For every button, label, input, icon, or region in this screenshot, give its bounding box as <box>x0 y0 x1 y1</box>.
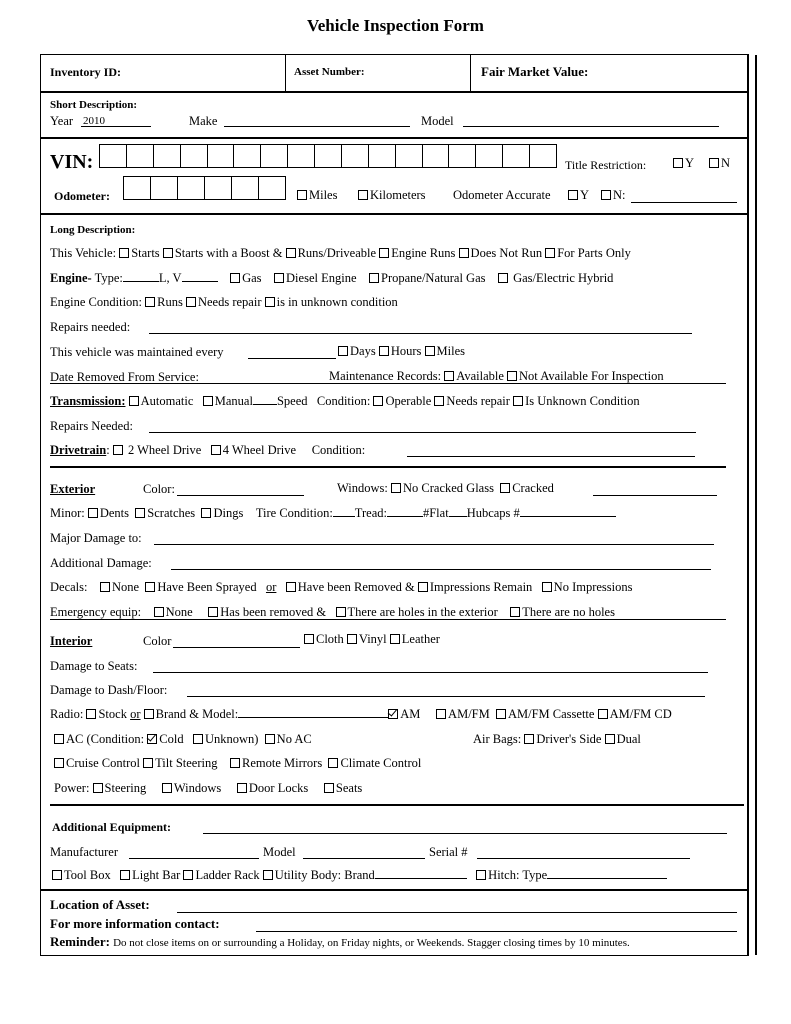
checkbox-icon[interactable] <box>336 607 346 617</box>
miles-label: Miles <box>436 344 465 358</box>
repairs-needed-2-label: Repairs Needed: <box>50 419 133 433</box>
removed-label: Have been Removed & <box>297 580 415 594</box>
row-divider <box>41 137 747 139</box>
checkbox-icon[interactable] <box>211 445 221 455</box>
interior-label: Interior <box>50 634 93 648</box>
exterior-label: Exterior <box>50 482 96 496</box>
cloth-label: Cloth <box>316 632 344 646</box>
checkbox-icon[interactable] <box>507 371 517 381</box>
serial-label: Serial # <box>429 845 468 859</box>
checkbox-icon[interactable] <box>379 346 389 356</box>
additional-damage-field[interactable] <box>171 569 711 570</box>
runs-driveable-label: Runs/Driveable <box>297 246 377 260</box>
condition-label: Condition: <box>311 443 366 457</box>
fair-market-value-label: Fair Market Value: <box>481 64 589 79</box>
form-frame <box>40 54 749 956</box>
features-row <box>54 756 421 770</box>
engine-runs-label: Engine Runs <box>391 246 456 260</box>
tread-label: Tread: <box>354 506 387 520</box>
door-locks-label: Door Locks <box>248 781 309 795</box>
form-title: Vehicle Inspection Form <box>307 16 484 35</box>
needs-repair-label: Needs repair <box>446 394 510 408</box>
checkbox-icon[interactable] <box>391 483 401 493</box>
hybrid-label: Gas/Electric Hybrid <box>513 271 614 285</box>
checkbox-checked-icon[interactable] <box>388 709 398 719</box>
title-n-option[interactable]: N <box>709 156 730 170</box>
checkbox-icon[interactable] <box>434 396 444 406</box>
checkbox-icon[interactable] <box>545 248 555 258</box>
divider <box>285 55 286 91</box>
location-label: Location of Asset: <box>50 897 150 912</box>
tilt-label: Tilt Steering <box>155 756 218 770</box>
major-damage-label: Major Damage to: <box>50 531 142 545</box>
starts-label: Starts <box>131 246 160 260</box>
repairs-needed-label: Repairs needed: <box>50 320 131 334</box>
asset-number-label: Asset Number: <box>294 66 365 78</box>
divider <box>470 55 471 91</box>
equipment-model-field[interactable] <box>303 858 425 859</box>
make-field[interactable] <box>224 126 410 127</box>
decals-row <box>50 580 633 594</box>
radio-label: Radio: <box>50 707 84 721</box>
checkbox-icon[interactable] <box>186 297 196 307</box>
checkbox-icon[interactable] <box>113 445 123 455</box>
windows-row <box>337 481 554 495</box>
checkbox-icon[interactable] <box>601 190 611 200</box>
damage-seats-field[interactable] <box>153 672 708 673</box>
cracked-field[interactable] <box>593 495 717 496</box>
checkbox-icon[interactable] <box>444 371 454 381</box>
checkbox-icon[interactable] <box>524 734 534 744</box>
checkbox-icon[interactable] <box>208 607 218 617</box>
does-not-run-label: Does Not Run <box>470 246 543 260</box>
light-bar-label: Light Bar <box>132 868 181 882</box>
title-y-option[interactable]: Y <box>673 156 694 170</box>
none-label: None <box>165 605 193 619</box>
row-divider <box>41 213 747 215</box>
vinyl-label: Vinyl <box>358 632 387 646</box>
checkbox-icon[interactable] <box>568 190 578 200</box>
checkbox-icon[interactable] <box>347 634 357 644</box>
emergency-label: Emergency equip: <box>50 605 142 619</box>
for-parts-label: For Parts Only <box>557 246 631 260</box>
equipment-model-label: Model <box>263 845 296 859</box>
interior-color-label: Color <box>143 634 172 648</box>
checkbox-checked-icon[interactable] <box>147 734 157 744</box>
drivers-side-label: Driver's Side <box>536 732 602 746</box>
engine-condition-label: Engine Condition: <box>50 295 143 309</box>
unknown-condition-label: Is Unknown Condition <box>525 394 640 408</box>
radio-row <box>50 707 672 721</box>
cold-label: Cold <box>159 732 184 746</box>
year-field[interactable] <box>81 126 151 127</box>
drivetrain-label: Drivetrain <box>50 443 107 457</box>
checkbox-icon[interactable] <box>265 734 275 744</box>
hitch-label: Hitch: Type <box>488 868 548 882</box>
checkbox-icon[interactable] <box>379 248 389 258</box>
checkbox-icon[interactable] <box>201 508 211 518</box>
drivetrain-condition-field[interactable] <box>407 456 695 457</box>
engine-row <box>50 271 613 285</box>
checkbox-icon[interactable] <box>265 297 275 307</box>
tool-box-label: Tool Box <box>64 868 111 882</box>
no-ac-label: No AC <box>276 732 312 746</box>
checkbox-icon[interactable] <box>93 783 103 793</box>
has-removed-label: Has been removed & <box>220 605 327 619</box>
repairs-needed-field[interactable] <box>149 333 692 334</box>
no-impressions-label: No Impressions <box>553 580 633 594</box>
manufacturer-label: Manufacturer <box>50 845 119 859</box>
two-wheel-label: 2 Wheel Drive <box>127 443 202 457</box>
vin-label: VIN: <box>50 151 94 173</box>
checkbox-icon[interactable] <box>500 483 510 493</box>
am-label: AM <box>400 707 421 721</box>
dings-label: Dings <box>213 506 244 520</box>
cracked-label: Cracked <box>512 481 554 495</box>
no-cracked-label: No Cracked Glass <box>403 481 494 495</box>
l-v-label: L, V <box>158 271 182 285</box>
flat-label: #Flat <box>422 506 449 520</box>
minor-row <box>50 506 616 520</box>
date-removed-label: Date Removed From Service: <box>50 370 199 384</box>
serial-field[interactable] <box>477 858 690 859</box>
checkbox-icon[interactable] <box>237 783 247 793</box>
power-row <box>54 781 362 795</box>
row-divider <box>41 91 747 93</box>
checkbox-icon[interactable] <box>605 734 615 744</box>
diesel-label: Diesel Engine <box>286 271 357 285</box>
checkbox-icon[interactable] <box>598 709 608 719</box>
year-value[interactable]: 2010 <box>83 115 105 127</box>
section-divider <box>50 804 744 806</box>
checkbox-icon[interactable] <box>297 190 307 200</box>
leather-label: Leather <box>401 632 440 646</box>
unknown-condition-label: is in unknown condition <box>276 295 398 309</box>
section-underline <box>50 619 726 620</box>
checkbox-icon[interactable] <box>88 508 98 518</box>
starts-boost-label: Starts with a Boost & <box>174 246 283 260</box>
condition-label: Condition: <box>316 394 371 408</box>
checkbox-icon[interactable] <box>119 248 129 258</box>
row-divider <box>41 889 747 891</box>
available-label: Available <box>456 369 504 383</box>
damage-dash-label: Damage to Dash/Floor: <box>50 683 168 697</box>
maintenance-interval-options <box>338 344 465 358</box>
runs-label: Runs <box>157 295 183 309</box>
utility-body-label: Utility Body: Brand <box>274 868 375 882</box>
location-field[interactable] <box>177 912 737 913</box>
maintenance-records-row <box>329 369 664 383</box>
model-label: Model <box>421 114 454 128</box>
vehicle-status-row <box>50 246 631 260</box>
year-label: Year <box>50 114 74 128</box>
air-bags-row <box>473 732 641 746</box>
brand-model-label: Brand & Model: <box>155 707 239 721</box>
no-holes-label: There are no holes <box>522 605 615 619</box>
am-fm-cassette-label: AM/FM Cassette <box>507 707 595 721</box>
emergency-row <box>50 605 615 619</box>
maintained-every-field[interactable] <box>248 358 336 359</box>
short-description-label: Short Description: <box>50 99 138 111</box>
scratches-label: Scratches <box>147 506 196 520</box>
checkbox-icon[interactable] <box>230 273 240 283</box>
four-wheel-label: 4 Wheel Drive <box>222 443 297 457</box>
checkbox-icon[interactable] <box>193 734 203 744</box>
date-removed-field[interactable] <box>50 383 726 384</box>
exterior-color-label: Color: <box>143 482 175 496</box>
checkbox-icon[interactable] <box>230 758 240 768</box>
repairs-needed-2-field[interactable] <box>149 432 696 433</box>
checkbox-icon[interactable] <box>54 758 64 768</box>
checkbox-icon[interactable] <box>52 870 62 880</box>
vin-boxes[interactable] <box>99 144 557 168</box>
checkbox-icon[interactable] <box>476 870 486 880</box>
checkbox-icon[interactable] <box>129 396 139 406</box>
transmission-label: Transmission: <box>50 394 126 408</box>
odometer-y-option[interactable]: Y <box>568 188 589 202</box>
automatic-label: Automatic <box>140 394 194 408</box>
checkbox-icon[interactable] <box>263 870 273 880</box>
minor-label: Minor: <box>50 506 85 520</box>
or-label: or <box>265 580 277 594</box>
air-bags-label: Air Bags: <box>473 732 522 746</box>
checkbox-icon[interactable] <box>328 758 338 768</box>
checkbox-icon[interactable] <box>418 582 428 592</box>
unknown-label: Unknown) <box>204 732 259 746</box>
more-info-label: For more information contact: <box>50 916 220 931</box>
am-fm-cd-label: AM/FM CD <box>609 707 672 721</box>
miles-option[interactable]: Miles <box>297 188 337 202</box>
odometer-accurate-label: Odometer Accurate <box>453 188 551 202</box>
checkbox-icon[interactable] <box>145 297 155 307</box>
days-label: Days <box>350 344 376 358</box>
checkbox-icon[interactable] <box>163 248 173 258</box>
checkbox-icon[interactable] <box>673 158 683 168</box>
checkbox-icon[interactable] <box>286 248 296 258</box>
checkbox-icon[interactable] <box>143 758 153 768</box>
additional-damage-label: Additional Damage: <box>50 556 152 570</box>
odometer-label: Odometer: <box>54 189 110 203</box>
checkbox-icon[interactable] <box>373 396 383 406</box>
windows-label: Windows <box>173 781 222 795</box>
cruise-label: Cruise Control <box>66 756 140 770</box>
checkbox-icon[interactable] <box>183 870 193 880</box>
windows-label: Windows: <box>337 481 388 495</box>
remote-mirrors-label: Remote Mirrors <box>242 756 323 770</box>
reminder-text: Do not close items on or surrounding a Holiday, on Friday nights, or Weekends. Stagger closing times by 10 minutes. <box>113 937 630 949</box>
engine-condition-row <box>50 295 398 309</box>
interior-color-field[interactable] <box>173 647 300 648</box>
more-info-field[interactable] <box>256 931 737 932</box>
reminder-label: Reminder: <box>50 934 110 949</box>
checkbox-icon[interactable] <box>358 190 368 200</box>
gas-label: Gas <box>242 271 262 285</box>
make-label: Make <box>189 114 218 128</box>
stock-label: Stock <box>98 707 127 721</box>
checkbox-icon[interactable] <box>709 158 719 168</box>
reminder-row <box>50 935 630 950</box>
checkbox-icon[interactable] <box>135 508 145 518</box>
checkbox-icon[interactable] <box>459 248 469 258</box>
engine-label: Engine- <box>50 271 92 285</box>
hours-label: Hours <box>390 344 422 358</box>
checkbox-icon[interactable] <box>542 582 552 592</box>
maintenance-records-label: Maintenance Records: <box>329 369 442 383</box>
checkbox-icon[interactable] <box>162 783 172 793</box>
odometer-n-option[interactable]: N: <box>601 188 626 202</box>
ladder-rack-label: Ladder Rack <box>195 868 260 882</box>
title-restriction-label: Title Restriction: <box>565 158 647 172</box>
sprayed-label: Have Been Sprayed <box>157 580 257 594</box>
damage-seats-label: Damage to Seats: <box>50 659 138 673</box>
checkbox-icon[interactable] <box>54 734 64 744</box>
checkbox-icon[interactable] <box>425 346 435 356</box>
type-label: Type: <box>94 271 123 285</box>
steering-label: Steering <box>104 781 147 795</box>
odometer-boxes[interactable] <box>123 176 286 200</box>
additional-equipment-label: Additional Equipment: <box>52 820 172 834</box>
equipment-options-row <box>52 868 667 882</box>
manual-label: Manual <box>214 394 253 408</box>
hubcaps-label: Hubcaps # <box>466 506 520 520</box>
this-vehicle-label: This Vehicle: <box>50 246 117 260</box>
checkbox-icon[interactable] <box>338 346 348 356</box>
checkbox-icon[interactable] <box>120 870 130 880</box>
ac-row <box>54 732 312 746</box>
maintained-every-label: This vehicle was maintained every <box>50 345 224 359</box>
kilometers-option[interactable]: Kilometers <box>358 188 426 202</box>
am-fm-label: AM/FM <box>448 707 490 721</box>
checkbox-icon[interactable] <box>86 709 96 719</box>
not-available-label: Not Available For Inspection <box>519 369 664 383</box>
checkbox-icon[interactable] <box>513 396 523 406</box>
propane-label: Propane/Natural Gas <box>381 271 486 285</box>
needs-repair-label: Needs repair <box>197 295 262 309</box>
dents-label: Dents <box>99 506 130 520</box>
seats-label: Seats <box>335 781 363 795</box>
climate-label: Climate Control <box>340 756 422 770</box>
checkbox-icon[interactable] <box>274 273 284 283</box>
transmission-row <box>50 394 640 408</box>
power-label: Power: <box>54 781 90 795</box>
checkbox-icon[interactable] <box>144 709 154 719</box>
operable-label: Operable <box>385 394 432 408</box>
or-label: or <box>130 707 141 721</box>
long-description-label: Long Description: <box>50 224 136 236</box>
impressions-label: Impressions Remain <box>429 580 533 594</box>
drivetrain-row: Drivetrain: 2 Wheel Drive 4 Wheel Drive Condition: <box>50 443 366 457</box>
none-label: None <box>111 580 140 594</box>
damage-dash-field[interactable] <box>187 696 705 697</box>
model-field[interactable] <box>463 126 719 127</box>
checkbox-icon[interactable] <box>324 783 334 793</box>
exterior-color-field[interactable] <box>177 495 304 496</box>
checkbox-icon[interactable] <box>203 396 213 406</box>
major-damage-field[interactable] <box>154 544 714 545</box>
checkbox-icon[interactable] <box>436 709 446 719</box>
tire-condition-label: Tire Condition: <box>255 506 333 520</box>
ac-label: AC (Condition: <box>66 732 145 746</box>
dual-label: Dual <box>616 732 641 746</box>
upholstery-options <box>304 632 440 646</box>
inventory-id-label: Inventory ID: <box>50 65 121 79</box>
checkbox-icon[interactable] <box>498 273 508 283</box>
checkbox-icon[interactable] <box>286 582 296 592</box>
speed-label: Speed <box>276 394 308 408</box>
decals-label: Decals: <box>50 580 88 594</box>
checkbox-icon[interactable] <box>496 709 506 719</box>
additional-equipment-field[interactable] <box>203 833 727 834</box>
section-divider <box>50 466 726 468</box>
checkbox-icon[interactable] <box>510 607 520 617</box>
odometer-n-field[interactable] <box>631 202 737 203</box>
checkbox-icon[interactable] <box>145 582 155 592</box>
checkbox-icon[interactable] <box>390 634 400 644</box>
holes-label: There are holes in the exterior <box>347 605 498 619</box>
manufacturer-field[interactable] <box>129 858 259 859</box>
checkbox-icon[interactable] <box>154 607 164 617</box>
checkbox-icon[interactable] <box>304 634 314 644</box>
checkbox-icon[interactable] <box>100 582 110 592</box>
checkbox-icon[interactable] <box>369 273 379 283</box>
